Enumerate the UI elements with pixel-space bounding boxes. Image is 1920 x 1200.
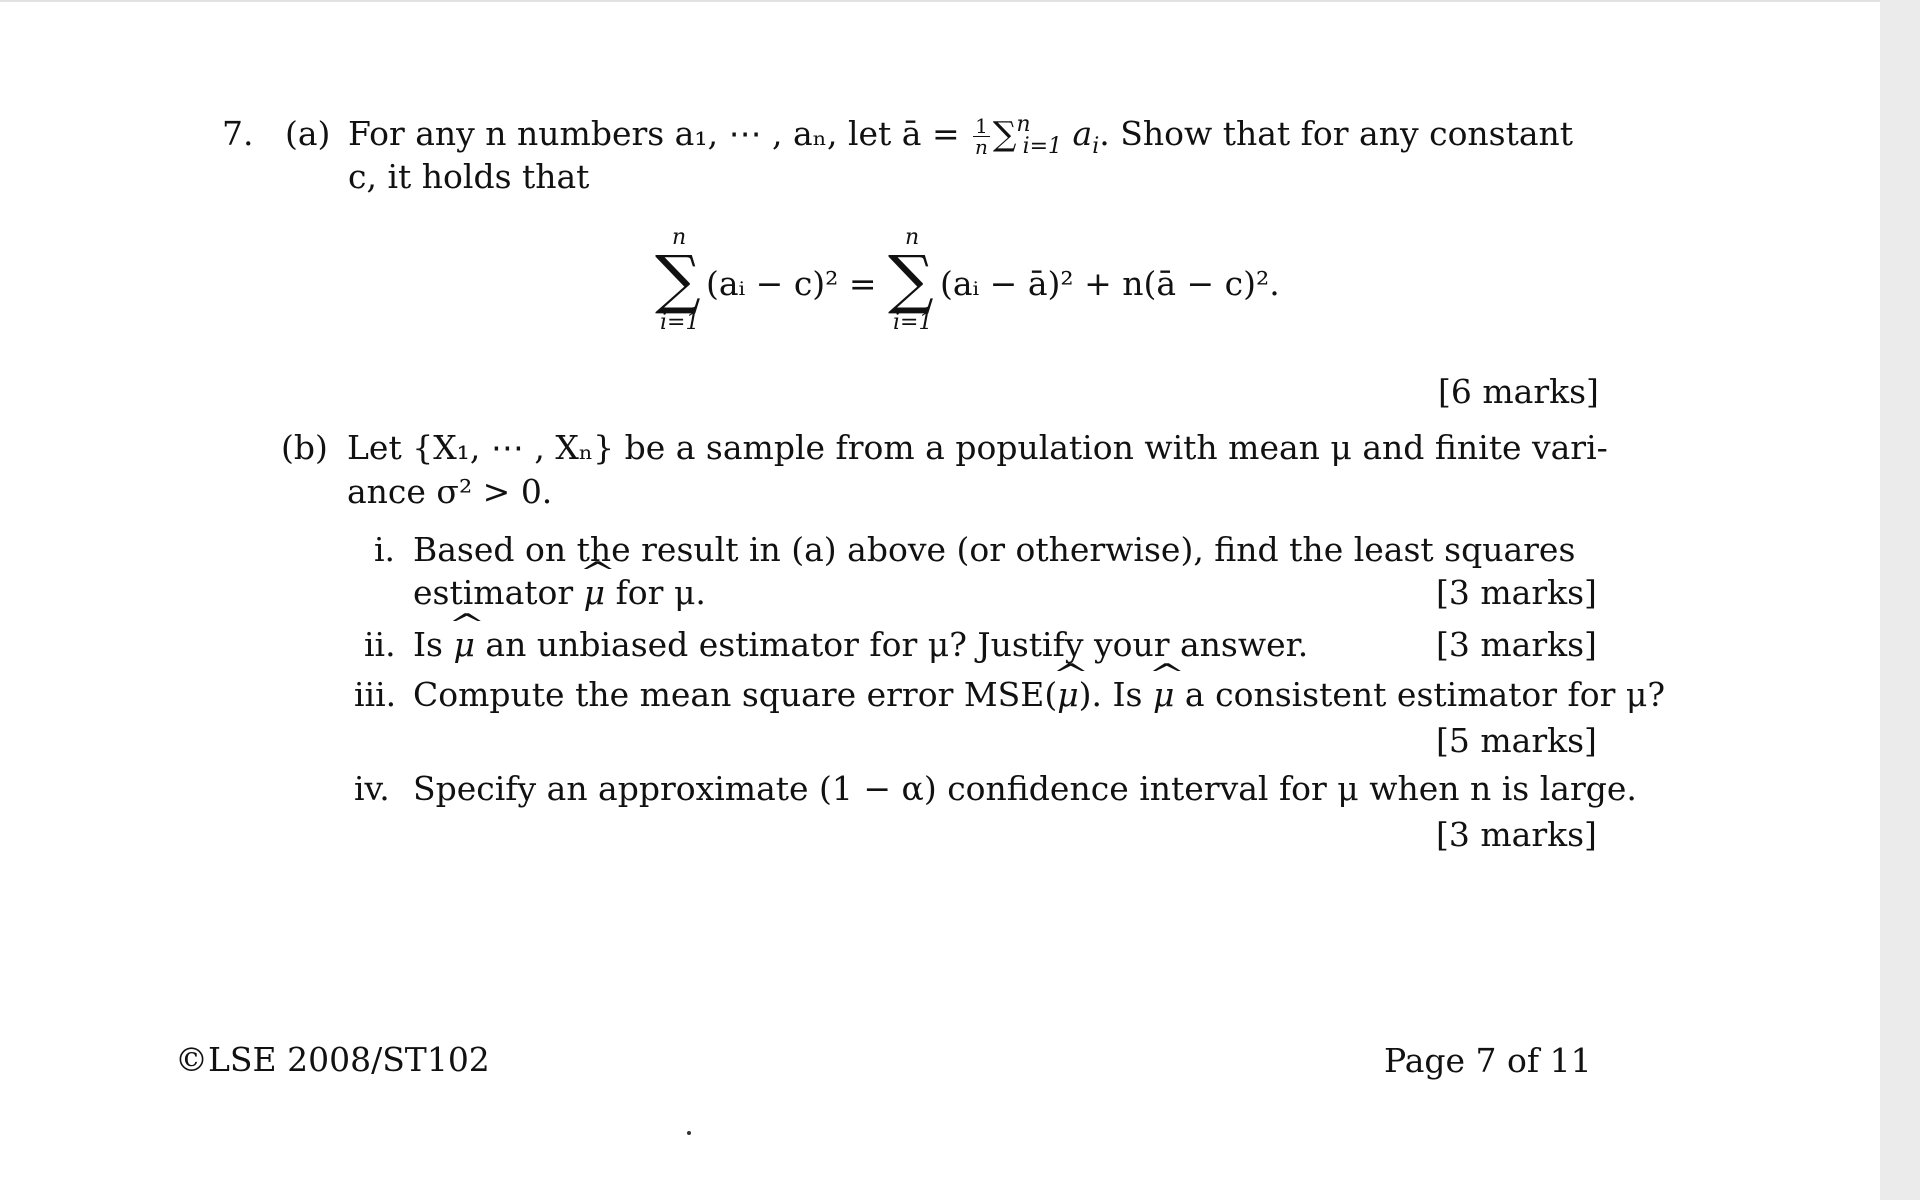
item-i-line1: Based on the result in (a) above (or otherwise), find the least squares <box>413 530 1576 569</box>
part-a-label: (a) <box>285 114 331 153</box>
equation-rhs: (aᵢ − ā)² + n(ā − c)². <box>940 264 1280 303</box>
mu-hat: ^ μ <box>584 573 605 613</box>
item-i-line2: estimator ^ μ for μ. <box>413 573 706 613</box>
item-iii-text: Compute the mean square error MSE(^ μ). Is ^ μ a consistent estimator for μ? <box>413 675 1665 715</box>
item-i-marks: [3 marks] <box>1436 573 1597 612</box>
question-number: 7. <box>222 114 254 153</box>
stray-mark <box>687 1131 691 1135</box>
mu-hat: ^ μ <box>1153 675 1174 715</box>
sum-symbol-inline: ∑$^n_{i=1}$ <box>992 112 1063 159</box>
item-iv-label: iv. <box>354 769 390 808</box>
part-a-line1-text: For any n numbers a₁, ⋯ , aₙ, let ā = <box>348 114 971 153</box>
mu-hat: ^ μ <box>453 625 474 665</box>
part-a-line1-tail: Show that for any constant <box>1109 114 1574 153</box>
sum-symbol-right: ∑ <box>888 243 934 317</box>
equation-lhs: (aᵢ − c)² = <box>706 264 877 303</box>
top-divider <box>0 0 1880 2</box>
part-a-line1: For any n numbers a₁, ⋯ , aₙ, let ā = $\frac{1}{n}$ ∑$^n_{i=1}$ $a_i$. Show that for any constant <box>348 112 1574 159</box>
item-iii-label: iii. <box>354 675 397 714</box>
part-a-line2: c, it holds that <box>348 157 590 196</box>
part-a-marks: [6 marks] <box>1438 372 1599 411</box>
part-b-label: (b) <box>281 428 328 467</box>
item-ii-label: ii. <box>364 625 396 664</box>
part-b-line2: ance σ² > 0. <box>347 472 553 511</box>
sum-symbol-left: ∑ <box>655 243 701 317</box>
exam-page: 7. (a) For any n numbers a₁, ⋯ , aₙ, let ā = $\frac{1}{n}$ ∑$^n_{i=1}$ $a_i$. Show that for any constant c, it holds that n ∑ i=1 (aᵢ − c)² = n ∑ i=1 (aᵢ − ā)² + n(ā − c)². [6 marks] (b) Let {X₁, ⋯ , Xₙ} be a sample from a population with mean μ and finite vari- ance σ² > 0. i. Based on the result in (a) above (or otherwise), find the least squares estimator ^ μ for μ. [3 marks] ii. Is ^ μ an unbiased estimator for μ? Justify your answer. [3 marks] iii. Compute the mean square error MSE(^ μ). Is ^ μ a consistent estimator for μ? [5 marks] iv. Specify an approximate (1 − α) confidence interval for μ when n is large. [3 marks] ©LSE 2008/ST102 Page 7 of 11 <box>0 0 1880 1200</box>
footer-page-number: Page 7 of 11 <box>1384 1041 1592 1080</box>
fraction-one-over-n: $\frac{1}{n}$ <box>975 113 988 159</box>
mu-hat: ^ μ <box>1057 675 1078 715</box>
item-ii-text: Is ^ μ an unbiased estimator for μ? Justify your answer. <box>413 625 1308 665</box>
part-b-line1: Let {X₁, ⋯ , Xₙ} be a sample from a population with mean μ and finite vari- <box>347 428 1608 467</box>
item-i-label: i. <box>374 530 396 569</box>
item-iv-marks: [3 marks] <box>1436 815 1597 854</box>
footer-copyright: ©LSE 2008/ST102 <box>175 1040 490 1079</box>
item-iii-marks: [5 marks] <box>1436 721 1597 760</box>
item-iv-text: Specify an approximate (1 − α) confidence interval for μ when n is large. <box>413 769 1637 808</box>
item-ii-marks: [3 marks] <box>1436 625 1597 664</box>
